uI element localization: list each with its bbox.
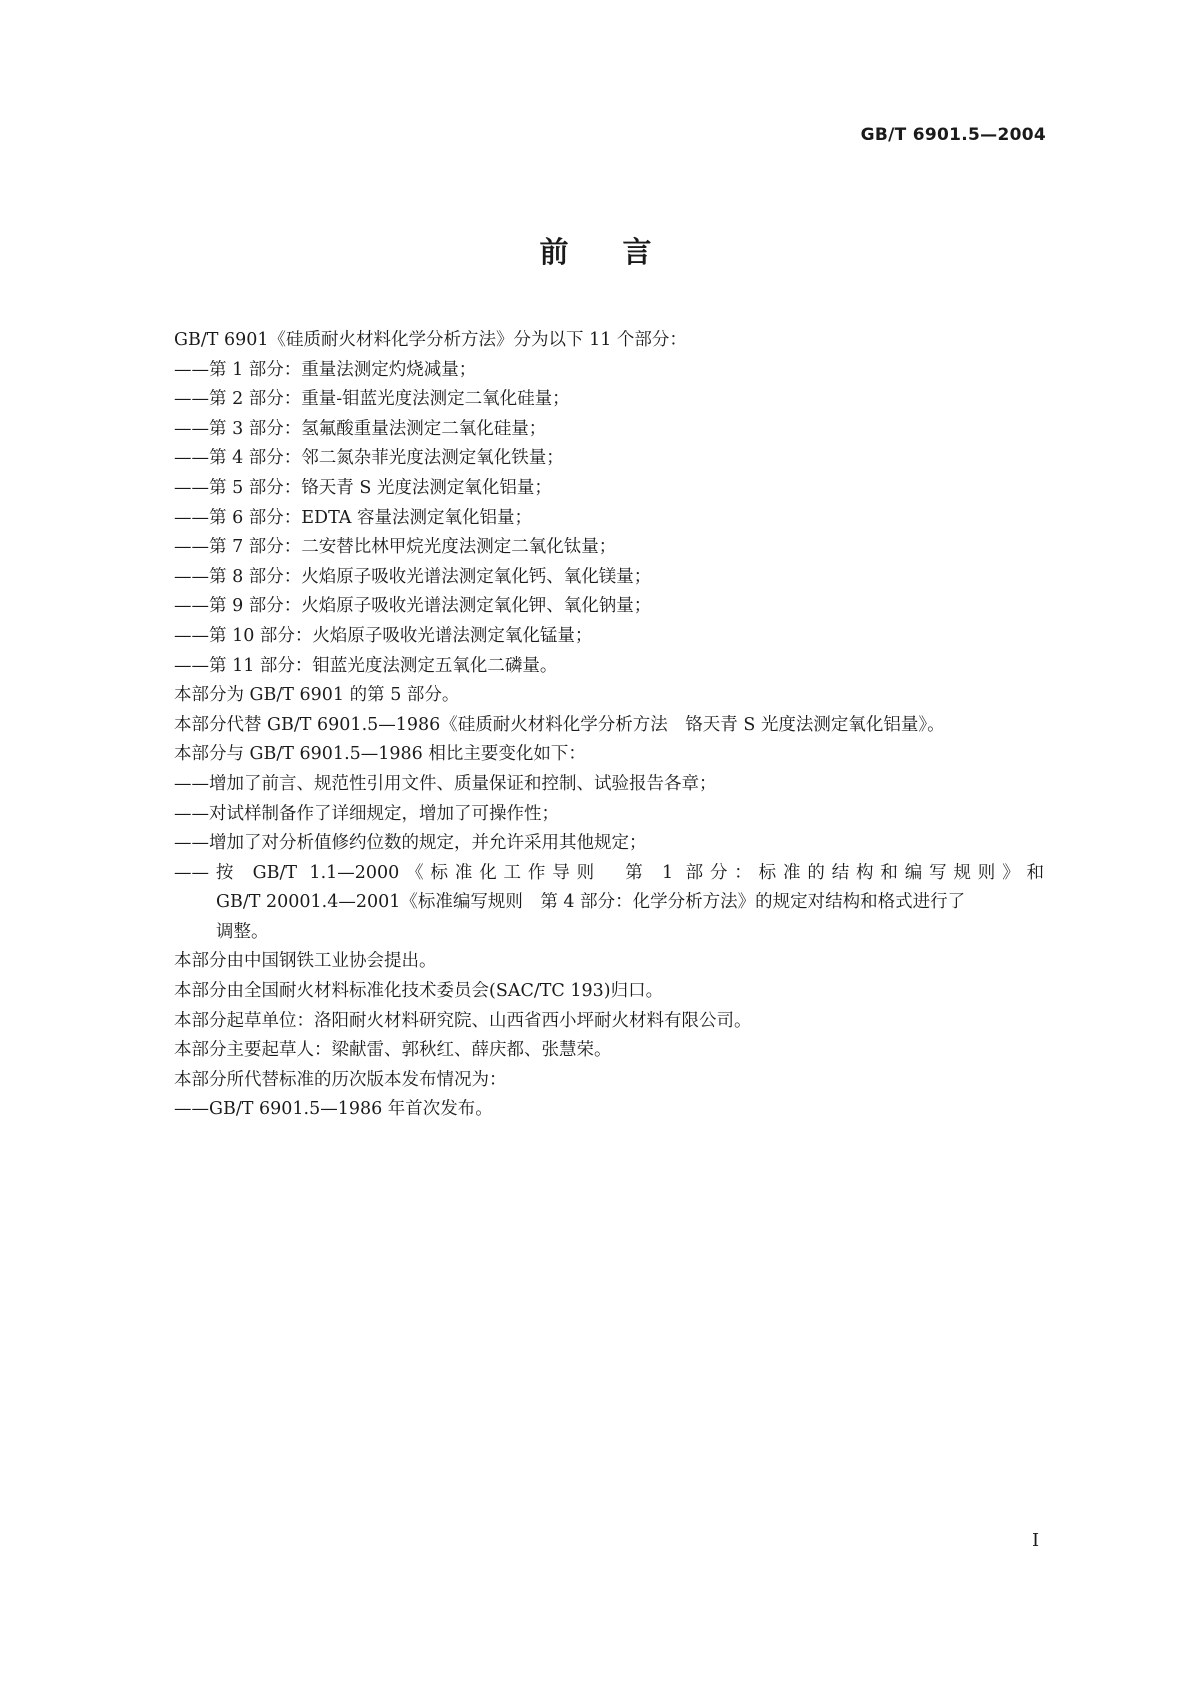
part-item: ——第 5 部分：铬天青 S 光度法测定氧化铝量； (174, 477, 552, 498)
part-item: ——第 8 部分：火焰原子吸收光谱法测定氧化钙、氧化镁量； (174, 566, 652, 587)
change-item-last-line-1: ——按 GB/T 1.1—2000《标准化工作导则 第 1 部分：标准的结构和编写规则》和 (174, 862, 1044, 883)
changes-intro: 本部分与 GB/T 6901.5—1986 相比主要变化如下： (174, 744, 586, 765)
part-item: ——第 10 部分：火焰原子吸收光谱法测定氧化锰量； (174, 625, 593, 646)
part-item: ——第 6 部分：EDTA 容量法测定氧化铝量； (174, 507, 532, 528)
change-item-last-line-3: 调整。 (216, 921, 269, 942)
closing-statement: 本部分主要起草人：梁献雷、郭秋红、薛庆都、张慧荣。 (174, 1040, 612, 1061)
part-item: ——第 1 部分：重量法测定灼烧减量； (174, 359, 477, 380)
standard-code: GB/T 6901.5—2004 (860, 125, 1046, 145)
foreword-body (174, 326, 1044, 1125)
change-item-last-line-2: GB/T 20001.4—2001《标准编写规则 第 4 部分：化学分析方法》的规定对结构和格式进行了 (216, 892, 966, 913)
part-item: ——第 11 部分：钼蓝光度法测定五氧化二磷量。 (174, 655, 558, 676)
part-item: ——第 7 部分：二安替比林甲烷光度法测定二氧化钛量； (174, 537, 617, 558)
title-char-1: 前 (539, 235, 569, 269)
change-item: ——对试样制备作了详细规定，增加了可操作性； (174, 803, 559, 824)
intro-paragraph: GB/T 6901《硅质耐火材料化学分析方法》分为以下 11 个部分： (174, 330, 687, 350)
page-number: I (1032, 1530, 1040, 1551)
closing-statement: 本部分由中国钢铁工业协会提出。 (174, 951, 437, 972)
part-item: ——第 3 部分：氢氟酸重量法测定二氧化硅量； (174, 418, 547, 439)
change-item: ——增加了前言、规范性引用文件、质量保证和控制、试验报告各章； (174, 773, 717, 794)
closing-statement: 本部分所代替标准的历次版本发布情况为： (174, 1069, 507, 1090)
title-char-2: 言 (622, 235, 652, 269)
replaces-statement: 本部分代替 GB/T 6901.5—1986《硅质耐火材料化学分析方法 铬天青 S 光度法测定氧化铝量》。 (174, 714, 945, 735)
change-item: ——增加了对分析值修约位数的规定，并允许采用其他规定； (174, 833, 647, 854)
closing-statement: ——GB/T 6901.5—1986 年首次发布。 (174, 1099, 493, 1120)
part-item: ——第 2 部分：重量-钼蓝光度法测定二氧化硅量； (174, 389, 570, 410)
closing-statement: 本部分由全国耐火材料标准化技术委员会(SAC/TC 193)归口。 (174, 981, 664, 1002)
part-item: ——第 9 部分：火焰原子吸收光谱法测定氧化钾、氧化钠量； (174, 596, 652, 617)
closing-statement: 本部分起草单位：洛阳耐火材料研究院、山西省西小坪耐火材料有限公司。 (174, 1010, 752, 1031)
part-statement: 本部分为 GB/T 6901 的第 5 部分。 (174, 685, 460, 706)
page-title (0, 230, 1191, 271)
part-item: ——第 4 部分：邻二氮杂菲光度法测定氧化铁量； (174, 448, 564, 469)
